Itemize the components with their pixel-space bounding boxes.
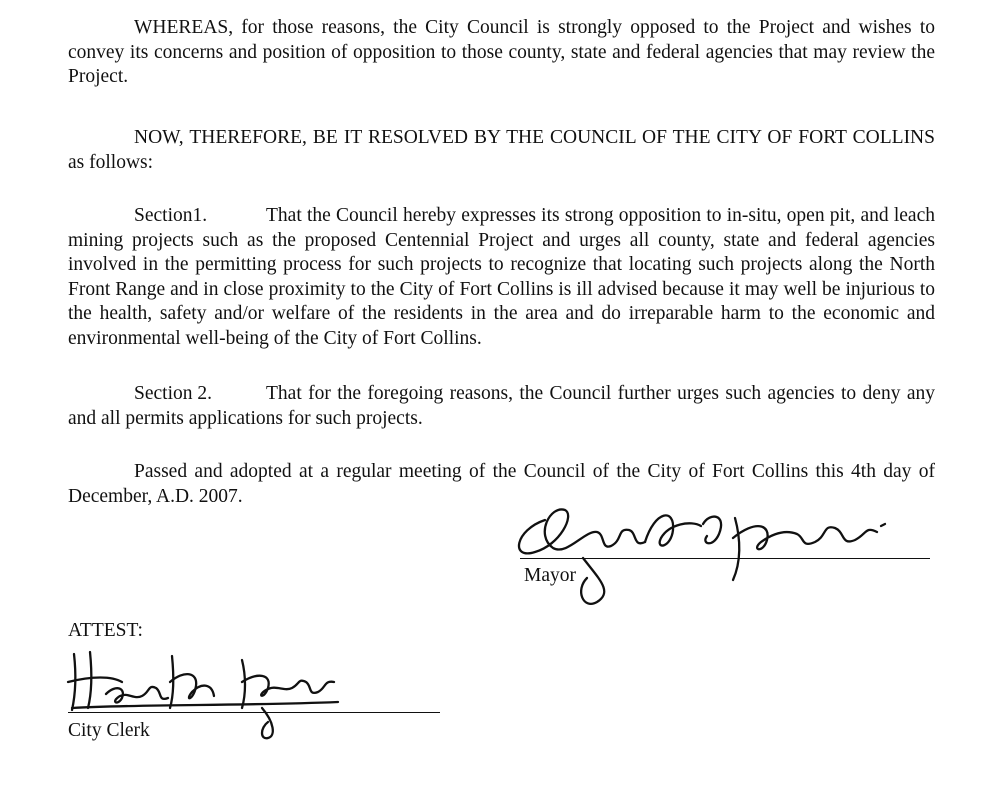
passed-paragraph: Passed and adopted at a regular meeting of the Council of the City of Fort Collins this 4th day of December, A.D. 2007. — [68, 461, 935, 507]
mayor-label: Mayor — [524, 565, 576, 586]
whereas-paragraph: WHEREAS, for those reasons, the City Council is strongly opposed to the Project and wishes to convey its concerns and position of opposition to those county, state and federal agencies that may review the Project. — [68, 17, 935, 87]
clerk-label: City Clerk — [68, 720, 150, 741]
attest-label: ATTEST: — [68, 620, 143, 641]
section-2-paragraph — [68, 382, 935, 431]
mayor-signature-icon — [505, 490, 925, 610]
clerk-signature-line — [68, 712, 440, 713]
section-2-text: That for the foregoing reasons, the Council further urges such agencies to deny any and all permits applications for such projects. — [68, 383, 935, 429]
section-1-text: That the Council hereby expresses its strong opposition to in-situ, open pit, and leach mining projects such as the proposed Centennial Project and urges all county, state and federal agencies involved in the permitting process for such projects to recognize that locating such projects along the North Front Range and in close proximity to the City of Fort Collins is ill advised because it may well be injurious to the health, safety and/or welfare of the residents in the area and do irreparable harm to the economic and environmental well-being of the City of Fort Collins. — [68, 205, 935, 349]
section-1-paragraph — [68, 204, 935, 351]
section-2-label: Section 2. — [134, 383, 212, 404]
mayor-signature-line — [520, 558, 930, 559]
resolved-paragraph: NOW, THEREFORE, BE IT RESOLVED BY THE COUNCIL OF THE CITY OF FORT COLLINS as follows: — [68, 127, 935, 173]
section-1-label: Section1. — [134, 205, 208, 226]
